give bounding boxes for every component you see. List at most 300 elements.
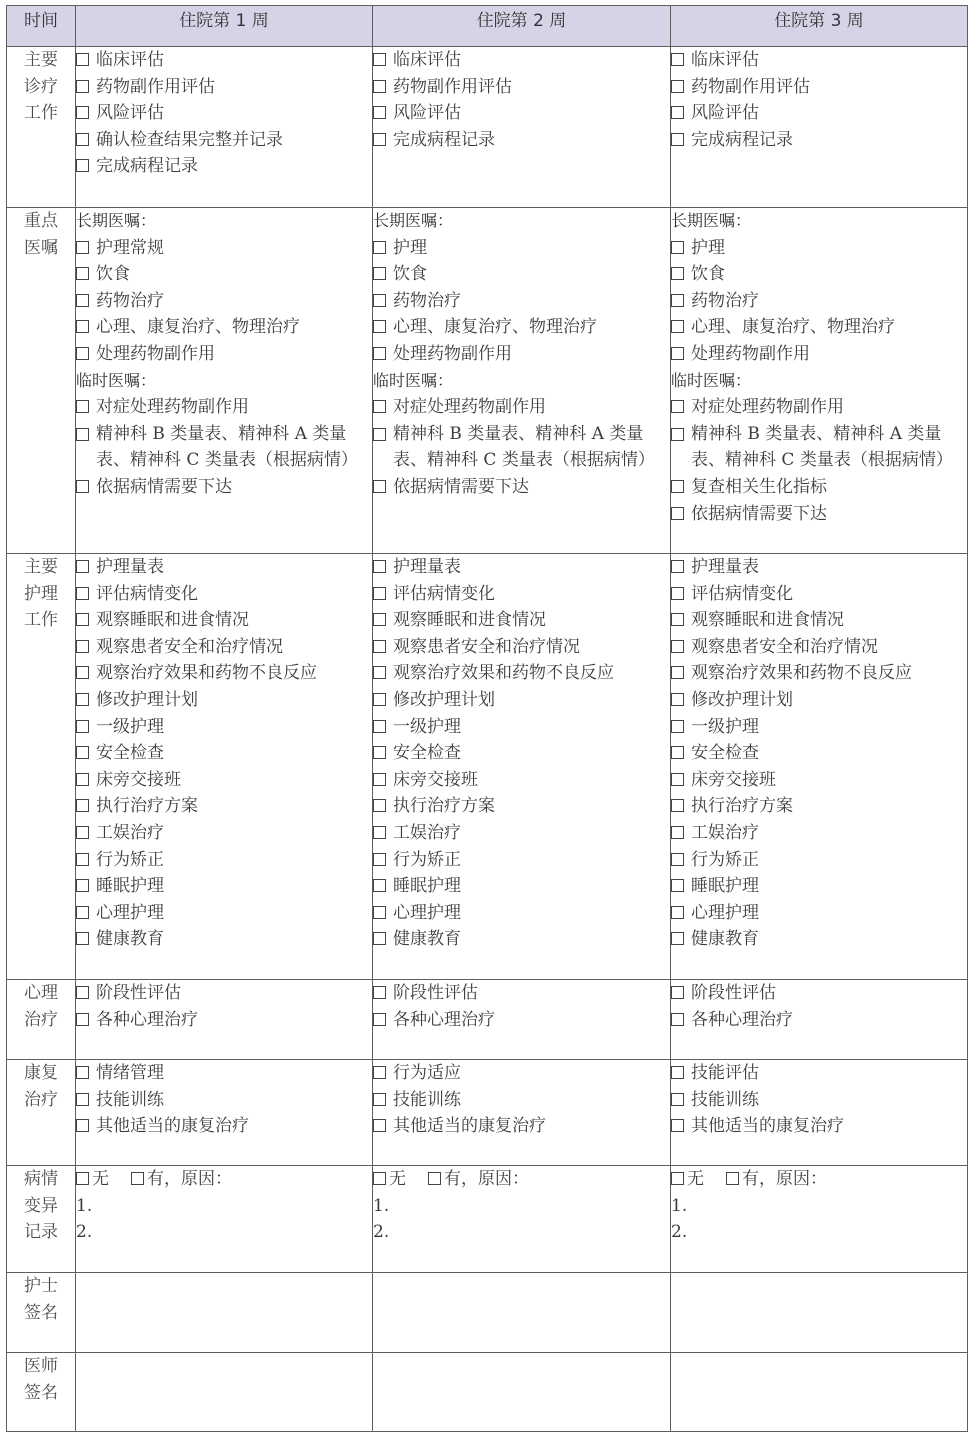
- checklist-item: [373, 687, 670, 714]
- checklist-item: [671, 793, 967, 820]
- checklist-item-label: 行为适应: [393, 1063, 461, 1083]
- checklist-item-label: 观察治疗效果和药物不良反应: [691, 663, 912, 684]
- checklist-item-label: 处理药物副作用: [96, 343, 215, 364]
- checklist-item-label: 行为矫正: [393, 849, 461, 870]
- checkbox[interactable]: [671, 906, 684, 919]
- checklist-item: [373, 261, 670, 288]
- row-orders: [7, 208, 968, 554]
- row-nurse-sign: [7, 1273, 968, 1353]
- checkbox[interactable]: [373, 53, 386, 66]
- checklist-item-label: 对症处理药物副作用: [691, 397, 844, 418]
- checklist-item-label: 观察治疗效果和药物不良反应: [96, 663, 317, 684]
- checklist-item-label: 药物治疗: [691, 290, 759, 311]
- checkbox[interactable]: [373, 666, 386, 679]
- checkbox[interactable]: [373, 106, 386, 119]
- checklist-item-label: 护理: [393, 237, 427, 258]
- no-variation-label: 无: [389, 1169, 406, 1189]
- checklist-item: [671, 687, 967, 714]
- orders-col-2: [373, 208, 671, 554]
- checklist-item: [671, 847, 967, 874]
- checkbox[interactable]: [671, 1066, 684, 1079]
- checklist-item: [671, 1060, 967, 1087]
- checkbox[interactable]: [671, 1119, 684, 1132]
- checklist-item-label: 评估病情变化: [393, 583, 495, 604]
- checklist-item-label: 工娱治疗: [96, 822, 164, 843]
- has-variation-label: 有，原因：: [742, 1169, 827, 1189]
- long-term-orders-title: 长期医嘱：: [671, 211, 752, 230]
- checkbox[interactable]: [373, 347, 386, 360]
- checkbox[interactable]: [76, 267, 89, 280]
- checklist-item-label: 安全检查: [96, 743, 164, 764]
- checklist-item-label: 心理护理: [96, 902, 164, 923]
- checklist-item-label: 情绪管理: [96, 1063, 164, 1083]
- checklist-item-label: 观察患者安全和治疗情况: [393, 636, 580, 657]
- checkbox[interactable]: [671, 693, 684, 706]
- checkbox[interactable]: [671, 1093, 684, 1106]
- checklist-item-label: 护理常规: [96, 237, 164, 258]
- checkbox[interactable]: [671, 560, 684, 573]
- checklist-item-label: 观察睡眠和进食情况: [393, 610, 546, 631]
- checkbox[interactable]: [373, 400, 386, 413]
- has-variation-checkbox[interactable]: [726, 1172, 739, 1185]
- checkbox[interactable]: [76, 106, 89, 119]
- checklist-item: [373, 607, 670, 634]
- row-label: 主要护理工作: [7, 554, 76, 980]
- variation-reason-line[interactable]: 1.: [671, 1195, 688, 1216]
- checklist-item-label: 饮食: [393, 264, 427, 285]
- row-label: 主要诊疗工作: [7, 47, 76, 208]
- checklist-item-label: 一级护理: [393, 716, 461, 737]
- checkbox[interactable]: [671, 507, 684, 520]
- checkbox[interactable]: [76, 1013, 89, 1026]
- checkbox[interactable]: [76, 613, 89, 626]
- header-week-3: 住院第 3 周: [671, 6, 968, 47]
- checklist-item-label: 技能训练: [691, 1089, 759, 1110]
- checklist-item: [373, 793, 670, 820]
- checklist-item-label: 精神科 B 类量表、精神科 A 类量表、精神科 C 类量表（根据病情）: [691, 423, 953, 471]
- row-label: 康复治疗: [7, 1060, 76, 1166]
- checklist-item-label: 护理量表: [691, 557, 759, 577]
- checkbox[interactable]: [671, 613, 684, 626]
- checklist-item: [373, 74, 670, 101]
- checkbox[interactable]: [671, 640, 684, 653]
- checkbox[interactable]: [373, 720, 386, 733]
- variation-reason-line[interactable]: 2.: [373, 1222, 390, 1243]
- checkbox[interactable]: [76, 133, 89, 146]
- checkbox[interactable]: [373, 560, 386, 573]
- doctor-sign-cell-3[interactable]: [671, 1353, 968, 1432]
- checklist-item: [671, 501, 967, 528]
- checkbox[interactable]: [671, 799, 684, 812]
- checklist-item-label: 确认检查结果完整并记录: [96, 129, 283, 150]
- checkbox[interactable]: [76, 640, 89, 653]
- checkbox[interactable]: [373, 746, 386, 759]
- checklist-item: [373, 1113, 670, 1140]
- checkbox[interactable]: [671, 826, 684, 839]
- checklist-item: [671, 634, 967, 661]
- no-variation-checkbox[interactable]: [373, 1172, 386, 1185]
- checklist-item-label: 其他适当的康复治疗: [96, 1116, 249, 1137]
- checkbox[interactable]: [671, 241, 684, 254]
- nursing-col-2: [373, 554, 671, 980]
- checkbox[interactable]: [671, 932, 684, 945]
- variation-reason-line[interactable]: 2.: [76, 1222, 93, 1243]
- checkbox[interactable]: [671, 853, 684, 866]
- checklist-item: [76, 793, 372, 820]
- row-diagnosis: [7, 47, 968, 208]
- checklist-item: [373, 581, 670, 608]
- checkbox[interactable]: [76, 560, 89, 573]
- checkbox[interactable]: [373, 80, 386, 93]
- checkbox[interactable]: [373, 932, 386, 945]
- checkbox[interactable]: [373, 1119, 386, 1132]
- checkbox[interactable]: [76, 53, 89, 66]
- checkbox[interactable]: [671, 267, 684, 280]
- checklist-item: [671, 873, 967, 900]
- checkbox[interactable]: [76, 879, 89, 892]
- checkbox[interactable]: [671, 666, 684, 679]
- checklist-item-label: 睡眠护理: [393, 876, 461, 897]
- checkbox[interactable]: [671, 480, 684, 493]
- checkbox[interactable]: [76, 320, 89, 333]
- checklist-item: [373, 926, 670, 953]
- checklist-item-label: 对症处理药物副作用: [393, 397, 546, 418]
- long-term-orders-title: 长期医嘱：: [76, 211, 157, 230]
- checklist-item: [373, 873, 670, 900]
- checklist-item: [76, 1060, 372, 1087]
- temporary-orders-title: 临时医嘱：: [671, 370, 752, 390]
- diagnosis-col-1: [76, 47, 373, 208]
- checklist-item-label: 精神科 B 类量表、精神科 A 类量表、精神科 C 类量表（根据病情）: [393, 423, 655, 471]
- checklist-item-label: 依据病情需要下达: [691, 503, 827, 524]
- variation-col-2: [373, 1166, 671, 1273]
- checklist-item-label: 技能评估: [691, 1063, 759, 1083]
- checkbox[interactable]: [373, 480, 386, 493]
- checklist-item-label: 工娱治疗: [691, 822, 759, 843]
- checklist-item-label: 床旁交接班: [691, 769, 776, 790]
- checklist-item: [671, 261, 967, 288]
- checklist-item-label: 阶段性评估: [691, 983, 776, 1003]
- checklist-item: [671, 74, 967, 101]
- checkbox[interactable]: [671, 80, 684, 93]
- variation-choice: [671, 1166, 967, 1193]
- variation-col-1: [76, 1166, 373, 1273]
- variation-choice: [76, 1166, 372, 1193]
- checklist-item: [671, 714, 967, 741]
- checklist-item: [373, 288, 670, 315]
- checklist-item-label: 其他适当的康复治疗: [691, 1116, 844, 1137]
- checklist-item: [373, 394, 670, 421]
- checklist-item-label: 其他适当的康复治疗: [393, 1116, 546, 1137]
- checkbox[interactable]: [76, 1119, 89, 1132]
- checkbox[interactable]: [373, 1093, 386, 1106]
- checklist-item-label: 阶段性评估: [96, 983, 181, 1003]
- checkbox[interactable]: [373, 241, 386, 254]
- checkbox[interactable]: [76, 480, 89, 493]
- checklist-item: [373, 474, 670, 501]
- checklist-item-label: 修改护理计划: [393, 689, 495, 710]
- checklist-item: [373, 127, 670, 154]
- temporary-orders-title: 临时医嘱：: [373, 370, 454, 390]
- checkbox[interactable]: [373, 879, 386, 892]
- doctor-sign-cell-1[interactable]: [76, 1353, 373, 1432]
- checklist-item: [76, 74, 372, 101]
- row-doctor-sign: [7, 1353, 968, 1432]
- checkbox[interactable]: [671, 400, 684, 413]
- row-label: 重点医嘱: [7, 208, 76, 554]
- checklist-item: [671, 980, 967, 1007]
- checklist-item-label: 技能训练: [96, 1089, 164, 1110]
- checkbox[interactable]: [671, 133, 684, 146]
- checklist-item: [671, 341, 967, 368]
- checkbox[interactable]: [671, 428, 684, 441]
- checkbox[interactable]: [373, 133, 386, 146]
- checkbox[interactable]: [76, 159, 89, 172]
- checkbox[interactable]: [671, 347, 684, 360]
- checklist-item-label: 修改护理计划: [96, 689, 198, 710]
- header-week-1: 住院第 1 周: [76, 6, 373, 47]
- psych-col-3: [671, 980, 968, 1060]
- checklist-item-label: 风险评估: [691, 103, 759, 124]
- checklist-item-label: 一级护理: [96, 716, 164, 737]
- checkbox[interactable]: [373, 587, 386, 600]
- checklist-item-label: 一级护理: [691, 716, 759, 737]
- checklist-item: [671, 660, 967, 687]
- checklist-item-label: 依据病情需要下达: [393, 476, 529, 497]
- checkbox[interactable]: [373, 773, 386, 786]
- checkbox[interactable]: [671, 773, 684, 786]
- checklist-item-label: 修改护理计划: [691, 689, 793, 710]
- checklist-item: [373, 820, 670, 847]
- checkbox[interactable]: [76, 587, 89, 600]
- checklist-item-label: 心理、康复治疗、物理治疗: [96, 317, 300, 338]
- checkbox[interactable]: [373, 693, 386, 706]
- checklist-item: [373, 1060, 670, 1087]
- row-psych: [7, 980, 968, 1060]
- checklist-item-label: 床旁交接班: [96, 769, 181, 790]
- checklist-item-label: 各种心理治疗: [96, 1009, 198, 1030]
- checklist-item-label: 技能训练: [393, 1089, 461, 1110]
- checklist-item-label: 护理: [691, 237, 725, 258]
- checklist-item: [76, 687, 372, 714]
- checkbox[interactable]: [76, 799, 89, 812]
- diagnosis-col-2: [373, 47, 671, 208]
- checkbox[interactable]: [76, 932, 89, 945]
- has-variation-checkbox[interactable]: [131, 1172, 144, 1185]
- checklist-item-label: 评估病情变化: [96, 583, 198, 604]
- psych-col-1: [76, 980, 373, 1060]
- checklist-item: [671, 554, 967, 581]
- header-row: [7, 6, 968, 47]
- checklist-item-label: 各种心理治疗: [393, 1009, 495, 1030]
- header-time: 时间: [7, 6, 76, 47]
- checklist-item-label: 评估病情变化: [691, 583, 793, 604]
- checkbox[interactable]: [671, 720, 684, 733]
- checklist-item-label: 临床评估: [96, 50, 164, 70]
- checklist-item-label: 药物治疗: [96, 290, 164, 311]
- checklist-item: [671, 740, 967, 767]
- nurse-sign-cell-3[interactable]: [671, 1273, 968, 1353]
- checklist-item: [76, 740, 372, 767]
- checklist-item-label: 观察睡眠和进食情况: [691, 610, 844, 631]
- has-variation-checkbox[interactable]: [428, 1172, 441, 1185]
- checklist-item-label: 观察睡眠和进食情况: [96, 610, 249, 631]
- no-variation-checkbox[interactable]: [76, 1172, 89, 1185]
- checklist-item: [671, 127, 967, 154]
- no-variation-label: 无: [687, 1169, 704, 1189]
- checklist-item: [76, 127, 372, 154]
- header-week-2: 住院第 2 周: [373, 6, 671, 47]
- has-variation-label: 有，原因：: [444, 1169, 529, 1189]
- no-variation-label: 无: [92, 1169, 109, 1189]
- checkbox[interactable]: [373, 640, 386, 653]
- checklist-item-label: 药物治疗: [393, 290, 461, 311]
- checkbox[interactable]: [76, 773, 89, 786]
- checklist-item-label: 依据病情需要下达: [96, 476, 232, 497]
- checklist-item-label: 执行治疗方案: [393, 796, 495, 817]
- row-label: 护士签名: [7, 1273, 76, 1353]
- checkbox[interactable]: [76, 241, 89, 254]
- no-variation-checkbox[interactable]: [671, 1172, 684, 1185]
- doctor-sign-cell-2[interactable]: [373, 1353, 671, 1432]
- checklist-item-label: 睡眠护理: [691, 876, 759, 897]
- checklist-item-label: 药物副作用评估: [96, 76, 215, 97]
- checkbox[interactable]: [76, 853, 89, 866]
- checkbox[interactable]: [671, 294, 684, 307]
- checklist-item: [76, 341, 372, 368]
- checkbox[interactable]: [76, 80, 89, 93]
- checkbox[interactable]: [76, 720, 89, 733]
- row-label: 心理治疗: [7, 980, 76, 1060]
- checklist-item-label: 处理药物副作用: [393, 343, 512, 364]
- checkbox[interactable]: [76, 746, 89, 759]
- checkbox[interactable]: [373, 1066, 386, 1079]
- checkbox[interactable]: [76, 986, 89, 999]
- checklist-item: [373, 341, 670, 368]
- checklist-item-label: 心理护理: [691, 902, 759, 923]
- checkbox[interactable]: [373, 320, 386, 333]
- checklist-item: [76, 394, 372, 421]
- checklist-item: [671, 100, 967, 127]
- checklist-item: [671, 900, 967, 927]
- checklist-item: [76, 900, 372, 927]
- checklist-item: [373, 714, 670, 741]
- rehab-col-1: [76, 1060, 373, 1166]
- checklist-item: [76, 847, 372, 874]
- variation-choice: [373, 1166, 670, 1193]
- checkbox[interactable]: [373, 826, 386, 839]
- variation-reason-line[interactable]: 1.: [373, 1195, 390, 1216]
- row-rehab: [7, 1060, 968, 1166]
- checklist-item: [76, 554, 372, 581]
- checkbox[interactable]: [373, 1013, 386, 1026]
- checklist-item-label: 处理药物副作用: [691, 343, 810, 364]
- checkbox[interactable]: [76, 400, 89, 413]
- rehab-col-3: [671, 1060, 968, 1166]
- checklist-item-label: 行为矫正: [691, 849, 759, 870]
- nurse-sign-cell-2[interactable]: [373, 1273, 671, 1353]
- checkbox[interactable]: [76, 1066, 89, 1079]
- checkbox[interactable]: [76, 693, 89, 706]
- orders-col-1: [76, 208, 373, 554]
- checklist-item-label: 健康教育: [96, 929, 164, 950]
- checklist-item-label: 临床评估: [691, 50, 759, 70]
- checklist-item-label: 药物副作用评估: [691, 76, 810, 97]
- variation-reason-line[interactable]: 2.: [671, 1222, 688, 1243]
- checklist-item: [76, 714, 372, 741]
- checkbox[interactable]: [671, 320, 684, 333]
- checklist-item: [373, 235, 670, 262]
- checkbox[interactable]: [76, 347, 89, 360]
- checkbox[interactable]: [76, 906, 89, 919]
- checklist-item: [76, 1113, 372, 1140]
- checklist-item: [373, 660, 670, 687]
- checklist-item: [373, 314, 670, 341]
- checklist-item-label: 健康教育: [393, 929, 461, 950]
- checklist-item: [373, 47, 670, 74]
- checkbox[interactable]: [373, 294, 386, 307]
- checklist-item: [373, 554, 670, 581]
- checkbox[interactable]: [671, 746, 684, 759]
- checklist-item-label: 各种心理治疗: [691, 1009, 793, 1030]
- checkbox[interactable]: [76, 428, 89, 441]
- checkbox[interactable]: [76, 826, 89, 839]
- checkbox[interactable]: [373, 906, 386, 919]
- variation-reason-line[interactable]: 1.: [76, 1195, 93, 1216]
- checkbox[interactable]: [671, 106, 684, 119]
- checklist-item: [76, 581, 372, 608]
- checkbox[interactable]: [76, 1093, 89, 1106]
- rehab-col-2: [373, 1060, 671, 1166]
- checklist-item-label: 心理护理: [393, 902, 461, 923]
- checklist-item: [671, 474, 967, 501]
- checklist-item: [671, 926, 967, 953]
- checklist-item-label: 健康教育: [691, 929, 759, 950]
- checklist-item-label: 观察患者安全和治疗情况: [96, 636, 283, 657]
- checklist-item-label: 风险评估: [96, 103, 164, 124]
- checkbox[interactable]: [373, 799, 386, 812]
- checkbox[interactable]: [671, 53, 684, 66]
- checklist-item: [671, 820, 967, 847]
- checklist-item: [76, 607, 372, 634]
- clinical-pathway-table: [6, 5, 968, 1432]
- checklist-item: [76, 288, 372, 315]
- checkbox[interactable]: [373, 986, 386, 999]
- checklist-item-label: 饮食: [96, 264, 130, 285]
- checklist-item: [76, 100, 372, 127]
- checkbox[interactable]: [671, 986, 684, 999]
- checkbox[interactable]: [373, 428, 386, 441]
- checklist-item-label: 工娱治疗: [393, 822, 461, 843]
- checkbox[interactable]: [671, 879, 684, 892]
- diagnosis-col-3: [671, 47, 968, 208]
- checkbox[interactable]: [671, 587, 684, 600]
- checklist-item: [671, 47, 967, 74]
- checklist-item-label: 风险评估: [393, 103, 461, 124]
- nurse-sign-cell-1[interactable]: [76, 1273, 373, 1353]
- checkbox[interactable]: [76, 666, 89, 679]
- checkbox[interactable]: [373, 613, 386, 626]
- checkbox[interactable]: [671, 1013, 684, 1026]
- checkbox[interactable]: [373, 267, 386, 280]
- checklist-item: [671, 1113, 967, 1140]
- checkbox[interactable]: [373, 853, 386, 866]
- checklist-item: [373, 100, 670, 127]
- checkbox[interactable]: [76, 294, 89, 307]
- checklist-item: [671, 581, 967, 608]
- checklist-item: [373, 740, 670, 767]
- row-variation: [7, 1166, 968, 1273]
